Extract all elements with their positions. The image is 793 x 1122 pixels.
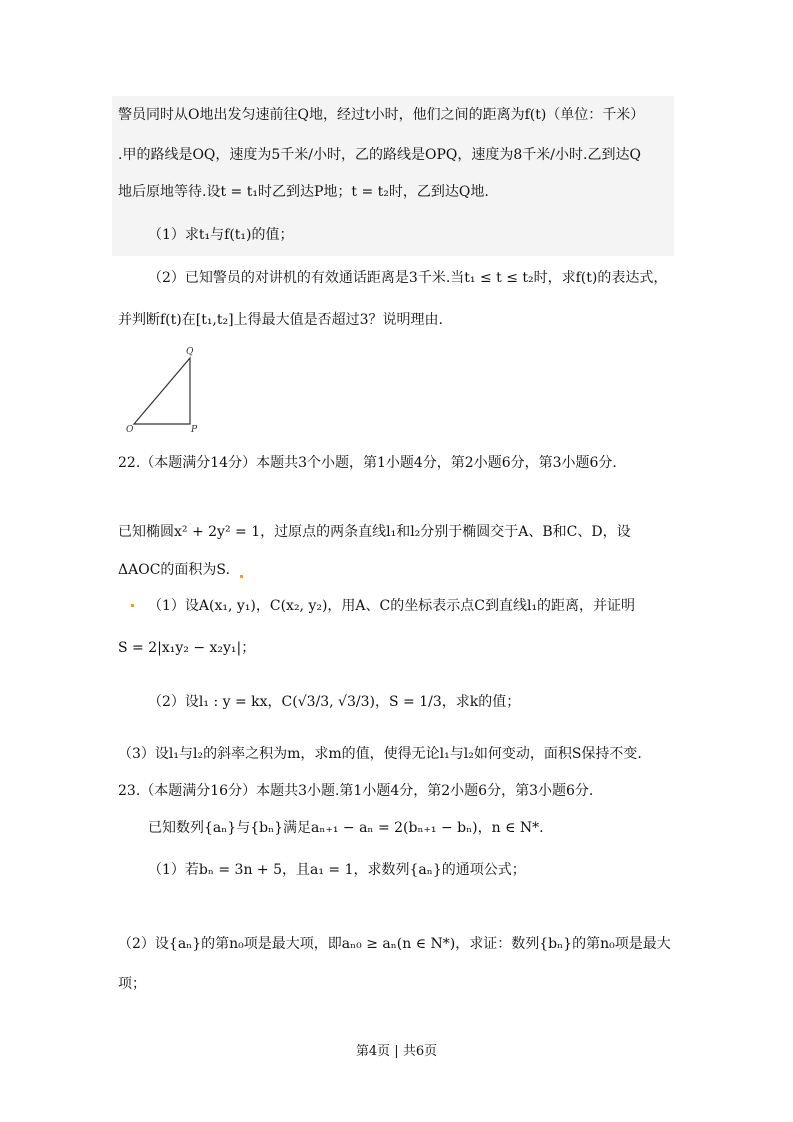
triangle-figure (124, 344, 204, 438)
page-footer: 第4页 | 共6页 (355, 1044, 438, 1059)
text-line: ΔAOC的面积为S. (118, 562, 230, 578)
text-line: 已知数列{aₙ}与{bₙ}满足aₙ₊₁ − aₙ = 2(bₙ₊₁ − bₙ)，n ∈ N*. (148, 820, 544, 836)
text-line: .甲的路线是OQ，速度为5千米/小时，乙的路线是OPQ，速度为8千米/小时.乙到达Q (118, 147, 641, 163)
text-line: 并判断f(t)在[t₁,t₂]上得最大值是否超过3？说明理由. (118, 312, 443, 328)
text-line: 警员同时从O地出发匀速前往Q地，经过t小时，他们之间的距离为f(t)（单位：千米） (118, 107, 645, 123)
figure-label-p: P (191, 425, 198, 434)
text-line: 项； (118, 976, 146, 992)
text-line: （1）设A(x₁, y₁)，C(x₂, y₂)，用A、C的坐标表示点C到直线l₁的距离，并证明 (148, 598, 636, 614)
text-line: （1）若bₙ = 3n + 5，且a₁ = 1，求数列{aₙ}的通项公式； (148, 862, 526, 878)
question-heading: 23.（本题满分16分）本题共3小题.第1小题4分，第2小题6分，第3小题6分. (118, 783, 594, 799)
decorative-dot (240, 575, 243, 578)
question-heading: 22.（本题满分14分）本题共3个小题，第1小题4分，第2小题6分，第3小题6分. (118, 455, 617, 471)
text-line: （2）设{aₙ}的第n₀项是最大项，即aₙ₀ ≥ aₙ(n ∈ N*)，求证：数列{bₙ}的第n₀项是最大 (118, 936, 671, 952)
text-line: S = 2|x₁y₂ − x₂y₁|； (118, 640, 256, 656)
text-line: （1）求t₁与f(t₁)的值； (148, 227, 294, 243)
decorative-dot (131, 604, 134, 607)
text-line: （2）已知警员的对讲机的有效通话距离是3千米.当t₁ ≤ t ≤ t₂时，求f(t)的表达式， (148, 270, 668, 286)
text-line: （3）设l₁与l₂的斜率之积为m，求m的值，使得无论l₁与l₂如何变动，面积S保持不变. (118, 746, 642, 762)
figure-label-q: Q (186, 347, 194, 357)
figure-label-o: O (126, 425, 134, 434)
text-line: 已知椭圆x² + 2y² = 1，过原点的两条直线l₁和l₂分别于椭圆交于A、B和C、D，设 (118, 524, 631, 540)
text-line: （2）设l₁ : y = kx，C(√3/3, √3/3)，S = 1/3，求k的值； (148, 694, 521, 710)
text-line: 地后原地等待.设t = t₁时乙到达P地；t = t₂时，乙到达Q地. (118, 184, 489, 200)
